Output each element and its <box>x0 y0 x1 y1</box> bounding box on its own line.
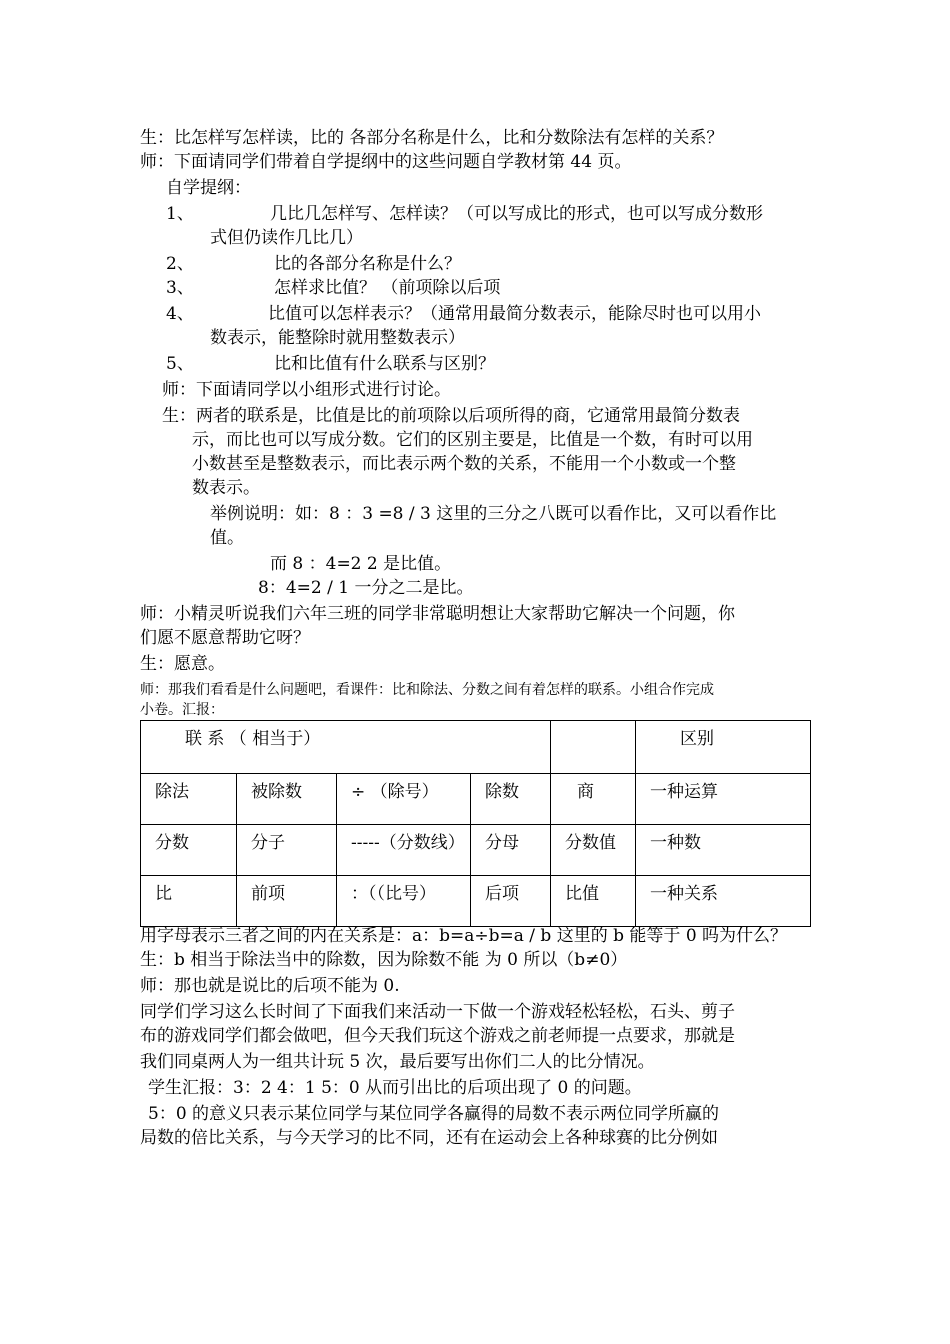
table-cell: 分数值 <box>551 825 636 876</box>
outline-text: 怎样求比值？ （前项除以后项 <box>274 278 501 298</box>
outline-text: 几比几怎样写、怎样读？（可以写成比的形式，也可以写成分数形 <box>270 204 763 224</box>
comparison-table <box>140 720 811 927</box>
table-cell: 分数 <box>141 825 237 876</box>
teacher-line: 师：小精灵听说我们六年三班的同学非常聪明想让大家帮助它解决一个问题，你 <box>140 604 735 624</box>
table-cell: 分母 <box>471 825 551 876</box>
outline-text-cont: 数表示，能整除时就用整数表示） <box>210 328 465 348</box>
table-cell: 被除数 <box>237 774 337 825</box>
table-cell: ：（（比号） <box>337 876 471 927</box>
table-cell: 一种运算 <box>636 774 811 825</box>
text-line: 布的游戏同学们都会做吧，但今天我们玩这个游戏之前老师提一点要求，那就是 <box>140 1026 735 1046</box>
teacher-line: 师：下面请同学以小组形式进行讨论。 <box>162 380 451 400</box>
table-row <box>141 876 811 927</box>
example-line: 而 8 ：4=2 2 是比值。 <box>270 554 452 574</box>
outline-number: 3、 <box>166 278 194 298</box>
table-header-cell <box>551 721 636 774</box>
table-row <box>141 774 811 825</box>
table-cell: 前项 <box>237 876 337 927</box>
outline-number: 4、 <box>166 304 194 324</box>
table-cell: 一种关系 <box>636 876 811 927</box>
outline-text: 比的各部分名称是什么？ <box>274 254 461 274</box>
student-line: 生：愿意。 <box>140 654 225 674</box>
teacher-line: 师：那也就是说比的后项不能为 0. <box>140 976 400 996</box>
teacher-line-small: 师：那我们看看是什么问题吧，看课件：比和除法、分数之间有着怎样的联系。小组合作完成 <box>140 682 714 698</box>
teacher-line-small: 小卷。汇报： <box>140 702 224 718</box>
table-header-cell: 区别 <box>636 721 811 774</box>
table-cell: 比 <box>141 876 237 927</box>
student-line: 示，而比也可以写成分数。它们的区别主要是，比值是一个数，有时可以用 <box>192 430 753 450</box>
student-line: 生：b 相当于除法当中的除数，因为除数不能 为 0 所以（b≠0） <box>140 950 628 970</box>
text-line: 5：0 的意义只表示某位同学与某位同学各赢得的局数不表示两位同学所赢的 <box>148 1104 720 1124</box>
outline-text: 比值可以怎样表示？（通常用最简分数表示，能除尽时也可以用小 <box>268 304 761 324</box>
table-cell: ÷ （除号） <box>337 774 471 825</box>
example-line: 举例说明：如：8 ：3 =8 / 3 这里的三分之八既可以看作比，又可以看作比 <box>210 504 777 524</box>
outline-number: 5、 <box>166 354 194 374</box>
text-line: 我们同桌两人为一组共计玩 5 次，最后要写出你们二人的比分情况。 <box>140 1052 655 1072</box>
section-heading: 自学提纲： <box>166 178 251 198</box>
table-cell: 分子 <box>237 825 337 876</box>
table-cell: 后项 <box>471 876 551 927</box>
report-line: 学生汇报：3：2 4：1 5：0 从而引出比的后项出现了 0 的问题。 <box>148 1078 642 1098</box>
table-cell: 一种数 <box>636 825 811 876</box>
table-cell: 除法 <box>141 774 237 825</box>
text-line: 师：下面请同学们带着自学提纲中的这些问题自学教材第 44 页。 <box>140 152 632 172</box>
text-line: 生：比怎样写怎样读，比的 各部分名称是什么，比和分数除法有怎样的关系？ <box>140 128 724 148</box>
table-cell: -----（分数线） <box>337 825 471 876</box>
student-line: 生：两者的联系是，比值是比的前项除以后项所得的商，它通常用最简分数表 <box>162 406 740 426</box>
outline-text: 比和比值有什么联系与区别？ <box>274 354 495 374</box>
table-header-row <box>141 721 811 774</box>
table-row <box>141 825 811 876</box>
student-line: 小数甚至是整数表示，而比表示两个数的关系，不能用一个小数或一个整 <box>192 454 736 474</box>
outline-number: 1、 <box>166 204 194 224</box>
text-line: 用字母表示三者之间的内在关系是：a：b=a÷b=a / b 这里的 b 能等于 0 吗为什么？ <box>140 926 788 946</box>
table-cell: 比值 <box>551 876 636 927</box>
outline-number: 2、 <box>166 254 194 274</box>
student-line: 数表示。 <box>192 478 260 498</box>
text-line: 同学们学习这么长时间了下面我们来活动一下做一个游戏轻松轻松，石头、剪子 <box>140 1002 735 1022</box>
table-cell: 除数 <box>471 774 551 825</box>
text-line: 局数的倍比关系，与今天学习的比不同，还有在运动会上各种球赛的比分例如 <box>140 1128 718 1148</box>
table-cell: 商 <box>551 774 636 825</box>
outline-text-cont: 式但仍读作几比几） <box>210 228 363 248</box>
teacher-line: 们愿不愿意帮助它呀？ <box>140 628 310 648</box>
table-header-cell: 联 系 （ 相当于） <box>141 721 551 774</box>
example-line: 值。 <box>210 528 244 548</box>
example-line: 8：4=2 / 1 一分之二是比。 <box>258 578 474 598</box>
